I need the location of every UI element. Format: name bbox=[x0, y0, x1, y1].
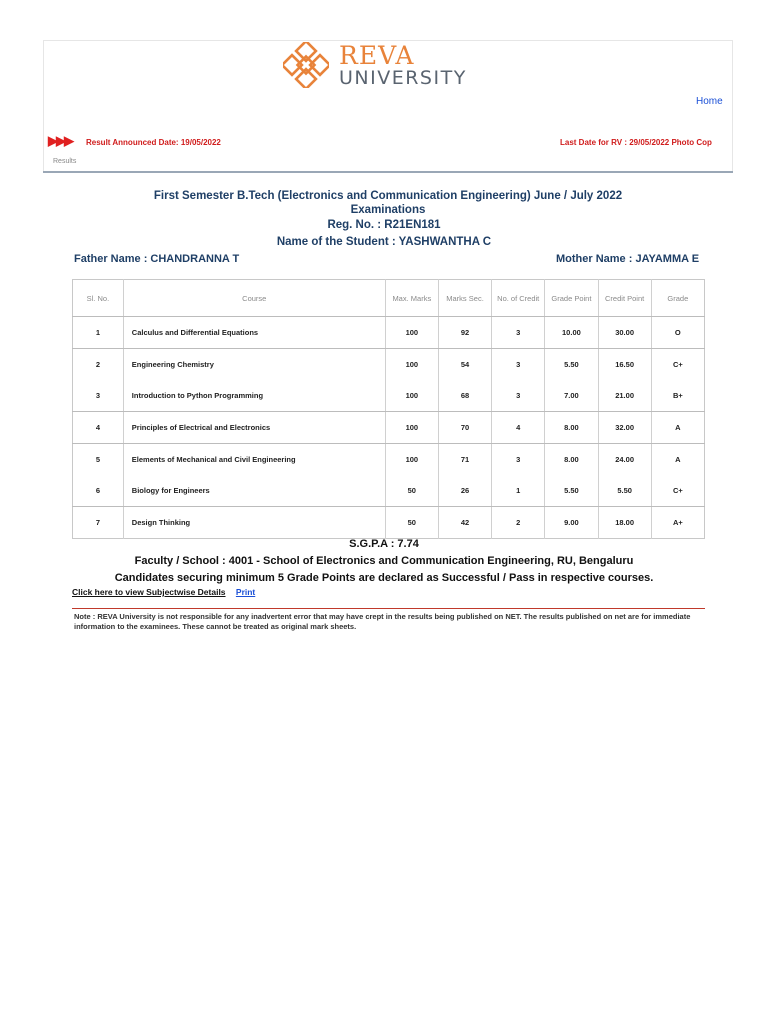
cell-credit: 3 bbox=[492, 349, 545, 381]
cell-cp: 21.00 bbox=[598, 380, 651, 412]
father-name: Father Name : CHANDRANNA T bbox=[74, 253, 240, 265]
print-link[interactable]: Print bbox=[235, 587, 256, 597]
cell-cp: 18.00 bbox=[598, 507, 651, 539]
table-row bbox=[73, 444, 705, 476]
cell-sl: 4 bbox=[73, 412, 124, 444]
breadcrumb: Results bbox=[53, 158, 77, 165]
cell-gp: 8.00 bbox=[545, 444, 598, 476]
cell-sec: 68 bbox=[438, 380, 491, 412]
cell-sec: 26 bbox=[438, 475, 491, 507]
result-announced-date: Result Announced Date: 19/05/2022 bbox=[86, 138, 221, 147]
cell-grade: B+ bbox=[651, 380, 704, 412]
cell-sl: 5 bbox=[95, 455, 100, 464]
col-grade-point: Grade Point bbox=[545, 280, 598, 317]
cell-grade: C+ bbox=[651, 349, 704, 381]
cell-credit: 2 bbox=[492, 507, 545, 539]
col-marks-sec: Marks Sec. bbox=[438, 280, 491, 317]
action-links bbox=[72, 587, 255, 597]
cell-sl: 2 bbox=[95, 360, 100, 369]
col-grade: Grade bbox=[651, 280, 704, 317]
table-row bbox=[73, 380, 705, 412]
reva-logo bbox=[283, 42, 467, 88]
cell-sl: 6 bbox=[73, 475, 124, 507]
cell-cp: 30.00 bbox=[598, 317, 651, 349]
col-sl-no: Sl. No. bbox=[73, 280, 124, 317]
brand-subtitle: UNIVERSITY bbox=[339, 66, 467, 89]
cell-grade: A bbox=[651, 444, 704, 476]
cell-credit: 3 bbox=[492, 380, 545, 412]
cell-sec: 42 bbox=[438, 507, 491, 539]
cell-course: Design Thinking bbox=[123, 507, 385, 539]
col-credit: No. of Credit bbox=[492, 280, 545, 317]
cell-max: 50 bbox=[385, 507, 438, 539]
cell-credit: 4 bbox=[492, 412, 545, 444]
arrows-icon: ▶▶▶ bbox=[48, 133, 72, 148]
cell-sl: 7 bbox=[95, 518, 100, 527]
table-row bbox=[73, 317, 705, 349]
cell-course: Biology for Engineers bbox=[123, 475, 385, 507]
faculty-school: Faculty / School : 4001 - School of Electronics and Communication Engineering, RU, Bengaluru bbox=[134, 555, 634, 567]
cell-gp: 8.00 bbox=[545, 412, 598, 444]
cell-sl: 1 bbox=[73, 317, 124, 349]
cell-max: 100 bbox=[385, 444, 438, 476]
divider bbox=[72, 608, 705, 609]
cell-cp: 24.00 bbox=[598, 444, 651, 476]
cell-course: Introduction to Python Programming bbox=[123, 380, 385, 412]
table-row bbox=[73, 412, 705, 444]
disclaimer-note: Note : REVA University is not responsible for any inadvertent error that may have crept in the results being published on NET. The results published on net are for immediate information to the examinees. These cannot be treated as original mark sheets. bbox=[74, 612, 691, 631]
cell-grade: C+ bbox=[651, 475, 704, 507]
home-link[interactable]: Home bbox=[696, 96, 723, 107]
table-row bbox=[73, 349, 705, 381]
reg-number: Reg. No. : R21EN181 bbox=[327, 219, 441, 231]
cell-course: Engineering Chemistry bbox=[123, 349, 385, 381]
pass-criteria: Candidates securing minimum 5 Grade Points are declared as Successful / Pass in respective courses. bbox=[114, 572, 654, 584]
cell-credit: 3 bbox=[492, 317, 545, 349]
divider bbox=[43, 171, 733, 173]
cell-max: 50 bbox=[385, 475, 438, 507]
cell-grade: O bbox=[651, 317, 704, 349]
cell-credit: 1 bbox=[492, 475, 545, 507]
cell-course: Elements of Mechanical and Civil Engineering bbox=[123, 444, 385, 476]
cell-sec: 71 bbox=[438, 444, 491, 476]
cell-grade: A bbox=[651, 412, 704, 444]
cell-gp: 9.00 bbox=[545, 507, 598, 539]
cell-gp: 5.50 bbox=[545, 349, 598, 381]
exam-title: First Semester B.Tech (Electronics and Communication Engineering) June / July 2022 Examinations bbox=[153, 190, 623, 216]
col-credit-point: Credit Point bbox=[598, 280, 651, 317]
reva-knot-logo-icon bbox=[283, 42, 329, 88]
cell-gp: 10.00 bbox=[545, 317, 598, 349]
cell-sec: 70 bbox=[438, 412, 491, 444]
col-max-marks: Max. Marks bbox=[385, 280, 438, 317]
cell-gp: 5.50 bbox=[545, 475, 598, 507]
cell-max: 100 bbox=[385, 380, 438, 412]
cell-max: 100 bbox=[385, 349, 438, 381]
table-row bbox=[73, 507, 705, 539]
col-course: Course bbox=[123, 280, 385, 317]
table-header-row bbox=[73, 280, 705, 317]
mother-name: Mother Name : JAYAMMA E bbox=[556, 253, 700, 265]
cell-gp: 7.00 bbox=[545, 380, 598, 412]
cell-max: 100 bbox=[385, 317, 438, 349]
student-name: Name of the Student : YASHWANTHA C bbox=[276, 236, 492, 248]
cell-grade: A+ bbox=[651, 507, 704, 539]
sgpa: S.G.P.A : 7.74 bbox=[349, 538, 419, 550]
cell-course: Calculus and Differential Equations bbox=[123, 317, 385, 349]
brand-name: REVA bbox=[339, 40, 415, 70]
subjectwise-details-link[interactable]: Click here to view Subjectwise Details bbox=[72, 587, 226, 597]
cell-sl: 3 bbox=[73, 380, 124, 412]
cell-sec: 54 bbox=[438, 349, 491, 381]
cell-cp: 16.50 bbox=[598, 349, 651, 381]
cell-max: 100 bbox=[385, 412, 438, 444]
cell-sec: 92 bbox=[438, 317, 491, 349]
last-date-notice: Last Date for RV : 29/05/2022 Photo Cop bbox=[560, 138, 712, 147]
marks-table bbox=[72, 279, 705, 539]
cell-course: Principles of Electrical and Electronics bbox=[123, 412, 385, 444]
cell-cp: 32.00 bbox=[598, 412, 651, 444]
table-row bbox=[73, 475, 705, 507]
cell-credit: 3 bbox=[492, 444, 545, 476]
cell-cp: 5.50 bbox=[598, 475, 651, 507]
